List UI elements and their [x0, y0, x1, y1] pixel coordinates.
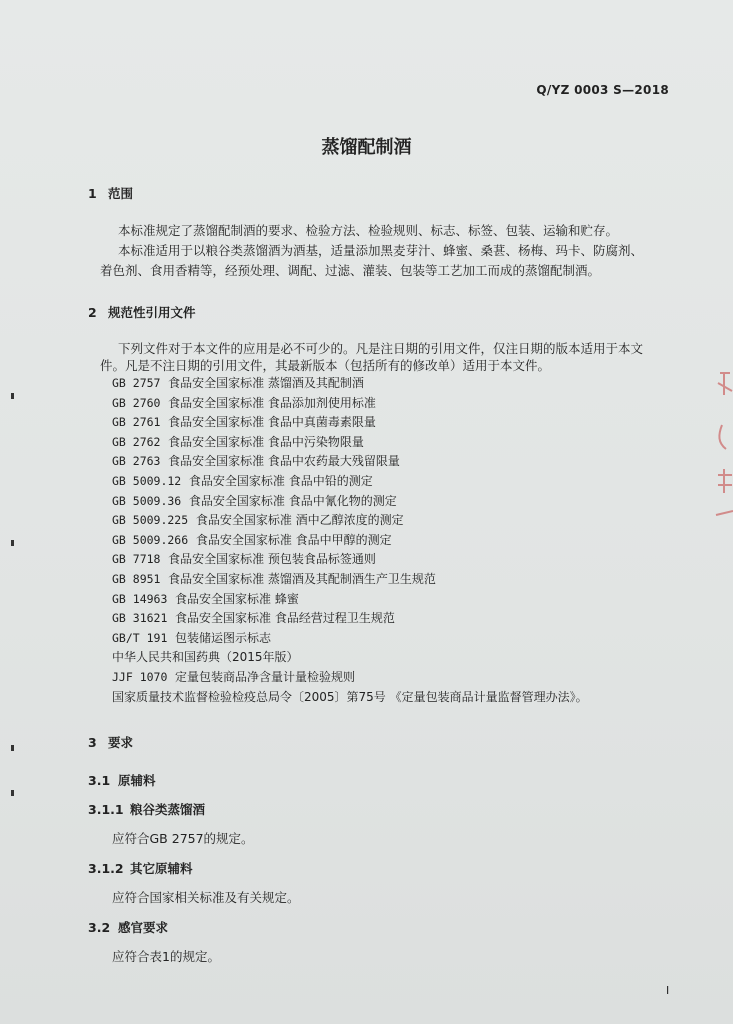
- section-title: 原辅料: [118, 773, 156, 788]
- section-title: 感官要求: [118, 920, 169, 935]
- section-2-heading: [88, 303, 196, 321]
- reference-item: GB/T 191 包装储运图示标志: [112, 630, 272, 645]
- section-3-heading: [88, 733, 133, 751]
- reference-item: GB 5009.36 食品安全国家标准 食品中氰化物的测定: [112, 493, 397, 508]
- reference-item: GB 31621 食品安全国家标准 食品经营过程卫生规范: [112, 611, 395, 626]
- section-3-1-heading: [88, 771, 156, 789]
- reference-item: GB 7718 食品安全国家标准 预包装食品标签通则: [112, 552, 376, 567]
- reference-item: GB 14963 食品安全国家标准 蜂蜜: [112, 591, 299, 606]
- section-number: 2: [88, 305, 97, 320]
- red-seal-edge: [712, 365, 733, 525]
- section-3-2-heading: [88, 918, 168, 936]
- reference-item: JJF 1070 定量包装商品净含量计量检验规则: [112, 669, 356, 684]
- reference-item: 中华人民共和国药典（2015年版）: [112, 650, 299, 665]
- reference-item: GB 2761 食品安全国家标准 食品中真菌毒素限量: [112, 415, 376, 430]
- scope-paragraph-2-line-2: 着色剂、食用香精等，经预处理、调配、过滤、灌装、包装等工艺加工而成的蒸馏配制酒。: [100, 263, 601, 278]
- section-number: 3.2: [88, 920, 111, 935]
- reference-item: GB 2760 食品安全国家标准 食品添加剂使用标准: [112, 395, 376, 410]
- reference-item: 国家质量技术监督检验检疫总局令〔2005〕第75号 《定量包装商品计量监督管理办法》。: [112, 689, 588, 704]
- reference-item: GB 5009.225 食品安全国家标准 酒中乙醇浓度的测定: [112, 513, 404, 528]
- refs-intro-line-1: 下列文件对于本文件的应用是必不可少的。凡是注日期的引用文件，仅注日期的版本适用于本文: [118, 341, 644, 356]
- scope-paragraph-1: 本标准规定了蒸馏配制酒的要求、检验方法、检验规则、标志、标签、包装、运输和贮存。: [118, 223, 619, 238]
- section-number: 3.1.1: [88, 802, 124, 817]
- section-title: 规范性引用文件: [108, 305, 196, 320]
- scan-mark: [11, 745, 14, 751]
- section-number: 1: [88, 186, 97, 201]
- section-title: 粮谷类蒸馏酒: [130, 802, 206, 817]
- section-number: 3.1: [88, 773, 111, 788]
- reference-item: GB 2757 食品安全国家标准 蒸馏酒及其配制酒: [112, 376, 364, 390]
- section-title: 其它原辅料: [130, 861, 193, 876]
- section-3-2-body: 应符合表1的规定。: [112, 949, 220, 964]
- seal-fragment-icon: [712, 365, 733, 525]
- refs-intro-line-2: 件。凡是不注日期的引用文件，其最新版本（包括所有的修改单）适用于本文件。: [100, 358, 551, 373]
- document-title: 蒸馏配制酒: [321, 137, 412, 158]
- section-3-1-2-heading: [88, 859, 193, 877]
- section-3-1-2-body: 应符合国家相关标准及有关规定。: [112, 890, 300, 905]
- scan-mark: [11, 790, 14, 796]
- section-number: 3.1.2: [88, 861, 124, 876]
- section-title: 要求: [108, 735, 134, 750]
- section-1-heading: [88, 184, 133, 202]
- reference-item: GB 5009.266 食品安全国家标准 食品中甲醇的测定: [112, 532, 392, 547]
- section-number: 3: [88, 735, 97, 750]
- section-3-1-1-heading: [88, 800, 205, 818]
- reference-item: GB 8951 食品安全国家标准 蒸馏酒及其配制酒生产卫生规范: [112, 571, 436, 586]
- scope-paragraph-2-line-1: 本标准适用于以粮谷类蒸馏酒为酒基，适量添加黑麦芽汁、蜂蜜、桑葚、杨梅、玛卡、防腐剂、: [118, 243, 644, 258]
- reference-item: GB 5009.12 食品安全国家标准 食品中铅的测定: [112, 473, 373, 488]
- standard-code: Q/YZ 0003 S—2018: [536, 83, 669, 97]
- page-number: I: [666, 984, 670, 997]
- reference-list: [112, 374, 588, 707]
- scan-mark: [11, 393, 14, 399]
- reference-item: GB 2762 食品安全国家标准 食品中污染物限量: [112, 434, 364, 449]
- section-3-1-1-body: 应符合GB 2757的规定。: [112, 831, 254, 846]
- section-title: 范围: [108, 186, 134, 201]
- reference-item: GB 2763 食品安全国家标准 食品中农药最大残留限量: [112, 454, 400, 469]
- scan-mark: [11, 540, 14, 546]
